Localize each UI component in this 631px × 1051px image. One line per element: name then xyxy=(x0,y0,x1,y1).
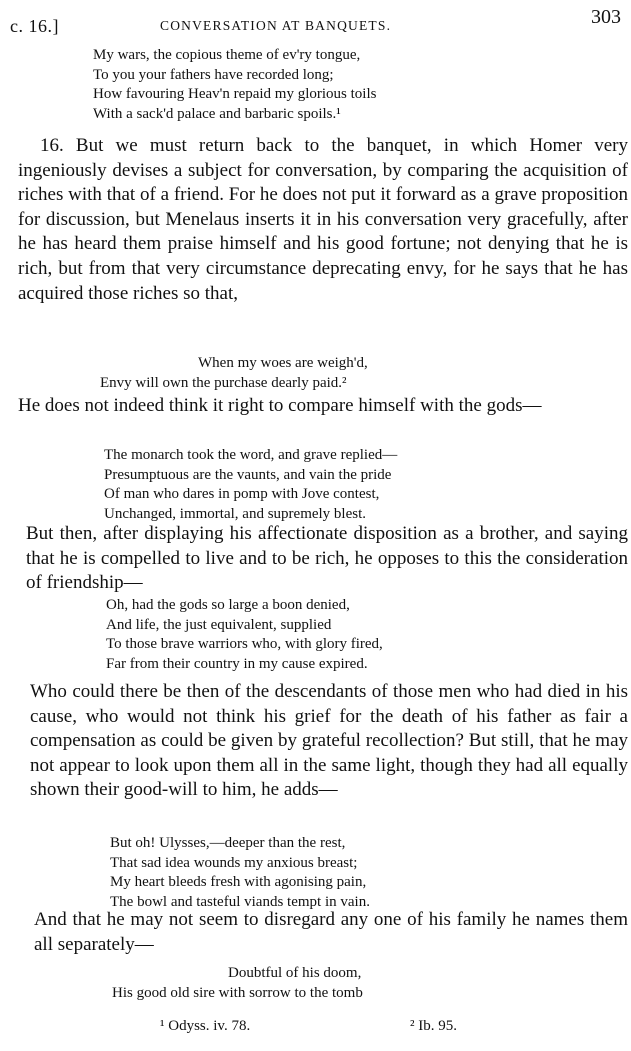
verse-line: Unchanged, immortal, and supremely blest. xyxy=(104,505,367,522)
verse-line: When my woes are weigh'd, xyxy=(198,355,368,371)
verse-quote-2 xyxy=(100,354,368,393)
verse-quote-3 xyxy=(104,446,397,524)
paragraph-descendants: Who could there be then of the descendants of those men who had died in his cause, who would not think his grief for the death of his father as fair a compensation as could be given by grateful recollection? But still, that he may not appear to look upon them all in the same light, though they had all equally shown their good-will to him, he adds— xyxy=(30,681,628,801)
paragraph-gods: He does not indeed think it right to compare himself with the gods— xyxy=(18,395,542,416)
verse-line: Of man who dares in pomp with Jove contest, xyxy=(104,486,380,503)
verse-quote-6 xyxy=(112,964,363,1003)
running-head xyxy=(10,6,625,36)
verse-line: That sad idea wounds my anxious breast; xyxy=(110,854,358,871)
verse-quote-5 xyxy=(110,834,370,912)
verse-line: The monarch took the word, and grave replied— xyxy=(104,447,398,463)
paragraph-friendship: But then, after displaying his affectionate disposition as a brother, and saying that he is compelled to live and to be rich, he opposes to this the consideration of friendship— xyxy=(26,523,628,594)
verse-quote-1 xyxy=(93,46,376,124)
verse-line: To those brave warriors who, with glory fired, xyxy=(106,636,383,653)
running-title: CONVERSATION AT BANQUETS. xyxy=(160,18,392,33)
footnote-2: ² Ib. 95. xyxy=(410,1018,457,1034)
footnote-1: ¹ Odyss. iv. 78. xyxy=(160,1018,251,1034)
verse-line: How favouring Heav'n repaid my glorious toils xyxy=(93,86,377,103)
paragraph-family: And that he may not seem to disregard any one of his family he names them all separately— xyxy=(34,909,628,955)
verse-line: To you your fathers have recorded long; xyxy=(93,66,334,83)
verse-line: And life, the just equivalent, supplied xyxy=(106,616,332,633)
paragraph-16: 16. But we must return back to the banquet, in which Homer very ingeniously devises a subject for conversation, by comparing the acquisition of riches with that of a friend. For he does not put it forward as a grave proposition for discussion, but Menelaus inserts it in his conversation very gracefully, after he has heard them praise himself and his good fortune; not denying that he is rich, but from that very circumstance deprecating envy, for he says that he has acquired those riches so that, xyxy=(18,135,628,304)
verse-line: Envy will own the purchase dearly paid.² xyxy=(100,374,347,391)
verse-line: Far from their country in my cause expired. xyxy=(106,655,368,672)
verse-line: With a sack'd palace and barbaric spoils.¹ xyxy=(93,105,341,122)
verse-line: My wars, the copious theme of ev'ry tongue, xyxy=(93,47,361,63)
verse-line: Oh, had the gods so large a boon denied, xyxy=(106,597,350,613)
verse-line: But oh! Ulysses,—deeper than the rest, xyxy=(110,835,346,851)
verse-line: Presumptuous are the vaunts, and vain the pride xyxy=(104,466,392,483)
verse-quote-4 xyxy=(106,596,383,674)
section-reference: c. 16.] xyxy=(10,16,59,36)
verse-line: My heart bleeds fresh with agonising pain, xyxy=(110,874,367,891)
page-number: 303 xyxy=(591,6,621,28)
verse-line: Doubtful of his doom, xyxy=(228,965,362,981)
verse-line: His good old sire with sorrow to the tomb xyxy=(112,984,363,1001)
verse-line: The bowl and tasteful viands tempt in vain. xyxy=(110,893,370,910)
